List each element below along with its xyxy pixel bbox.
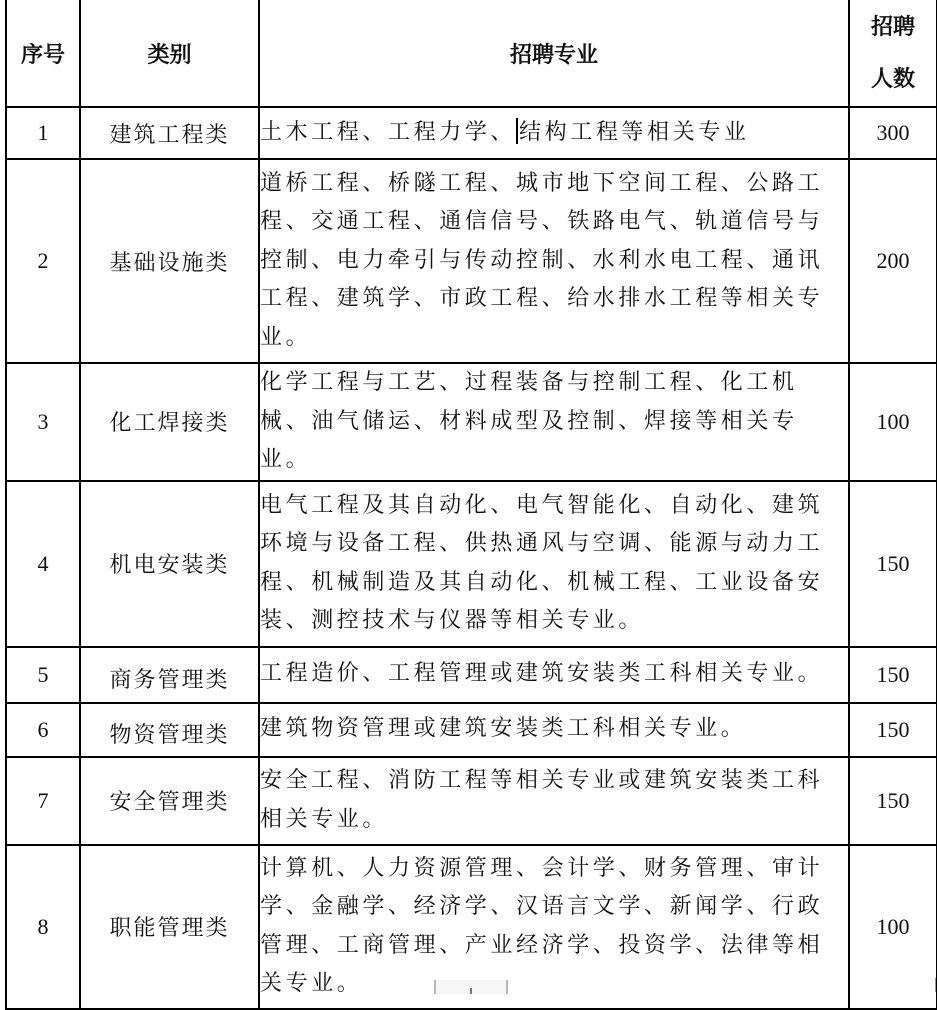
row-seq: 7	[6, 757, 80, 845]
row-majors: 计算机、人力资源管理、会计学、财务管理、审计学、金融学、经济学、汉语言文学、新闻学、行政管理、工商管理、产业经济学、投资学、法律等相关专业。	[259, 845, 849, 1009]
row-category: 商务管理类	[80, 647, 259, 703]
header-seq: 序号	[6, 0, 80, 107]
row-majors: 电气工程及其自动化、电气智能化、自动化、建筑环境与设备工程、供热通风与空调、能源与动力工程、机械制造及其自动化、机械工程、工业设备安装、测控技术与仪器等相关专业。	[259, 481, 849, 647]
row-seq: 4	[6, 481, 80, 647]
header-count-line1: 招聘	[870, 14, 915, 40]
handle-grip-icon	[470, 988, 472, 994]
row-majors: 建筑物资管理或建筑安装类工科相关专业。	[259, 703, 849, 757]
row-seq: 3	[6, 363, 80, 481]
table-row	[6, 159, 937, 363]
row-count: 150	[849, 757, 937, 845]
table-row	[6, 481, 937, 647]
text-cursor	[516, 118, 518, 144]
header-count	[849, 0, 937, 107]
row-category: 基础设施类	[80, 159, 259, 363]
table-row	[6, 703, 937, 757]
row-majors: 化学工程与工艺、过程装备与控制工程、化工机械、油气储运、材料成型及控制、焊接等相关专业。	[259, 363, 849, 481]
header-majors: 招聘专业	[259, 0, 849, 107]
table-row	[6, 107, 937, 159]
row-count: 300	[849, 107, 937, 159]
row-majors-part1: 土木工程、工程力学、	[260, 119, 517, 145]
row-count: 150	[849, 481, 937, 647]
row-count: 150	[849, 703, 937, 757]
row-seq: 5	[6, 647, 80, 703]
table-row	[6, 647, 937, 703]
row-category: 机电安装类	[80, 481, 259, 647]
row-category: 职能管理类	[80, 845, 259, 1009]
row-seq: 6	[6, 703, 80, 757]
row-count: 200	[849, 159, 937, 363]
row-seq: 2	[6, 159, 80, 363]
row-majors: 道桥工程、桥隧工程、城市地下空间工程、公路工程、交通工程、通信信号、铁路电气、轨道信号与控制、电力牵引与传动控制、水利水电工程、通讯工程、建筑学、市政工程、给水排水工程等相关专业。	[259, 159, 849, 363]
header-count-line2: 人数	[870, 66, 915, 92]
row-majors: 安全工程、消防工程等相关专业或建筑安装类工科相关专业。	[259, 757, 849, 845]
table-row	[6, 363, 937, 481]
row-count: 100	[849, 363, 937, 481]
row-majors[interactable]	[259, 107, 849, 159]
row-category: 化工焊接类	[80, 363, 259, 481]
row-majors-part2: 结构工程等相关专业	[519, 119, 750, 145]
row-seq: 8	[6, 845, 80, 1009]
recruitment-table	[5, 0, 937, 1010]
table-row	[6, 757, 937, 845]
row-count: 150	[849, 647, 937, 703]
row-category: 安全管理类	[80, 757, 259, 845]
row-category: 建筑工程类	[80, 107, 259, 159]
page-edge-divider	[935, 978, 936, 992]
row-count: 100	[849, 845, 937, 1009]
row-majors: 工程造价、工程管理或建筑安装类工科相关专业。	[259, 647, 849, 703]
table-header-row	[6, 0, 937, 107]
header-category: 类别	[80, 0, 259, 107]
row-seq: 1	[6, 107, 80, 159]
row-category: 物资管理类	[80, 703, 259, 757]
